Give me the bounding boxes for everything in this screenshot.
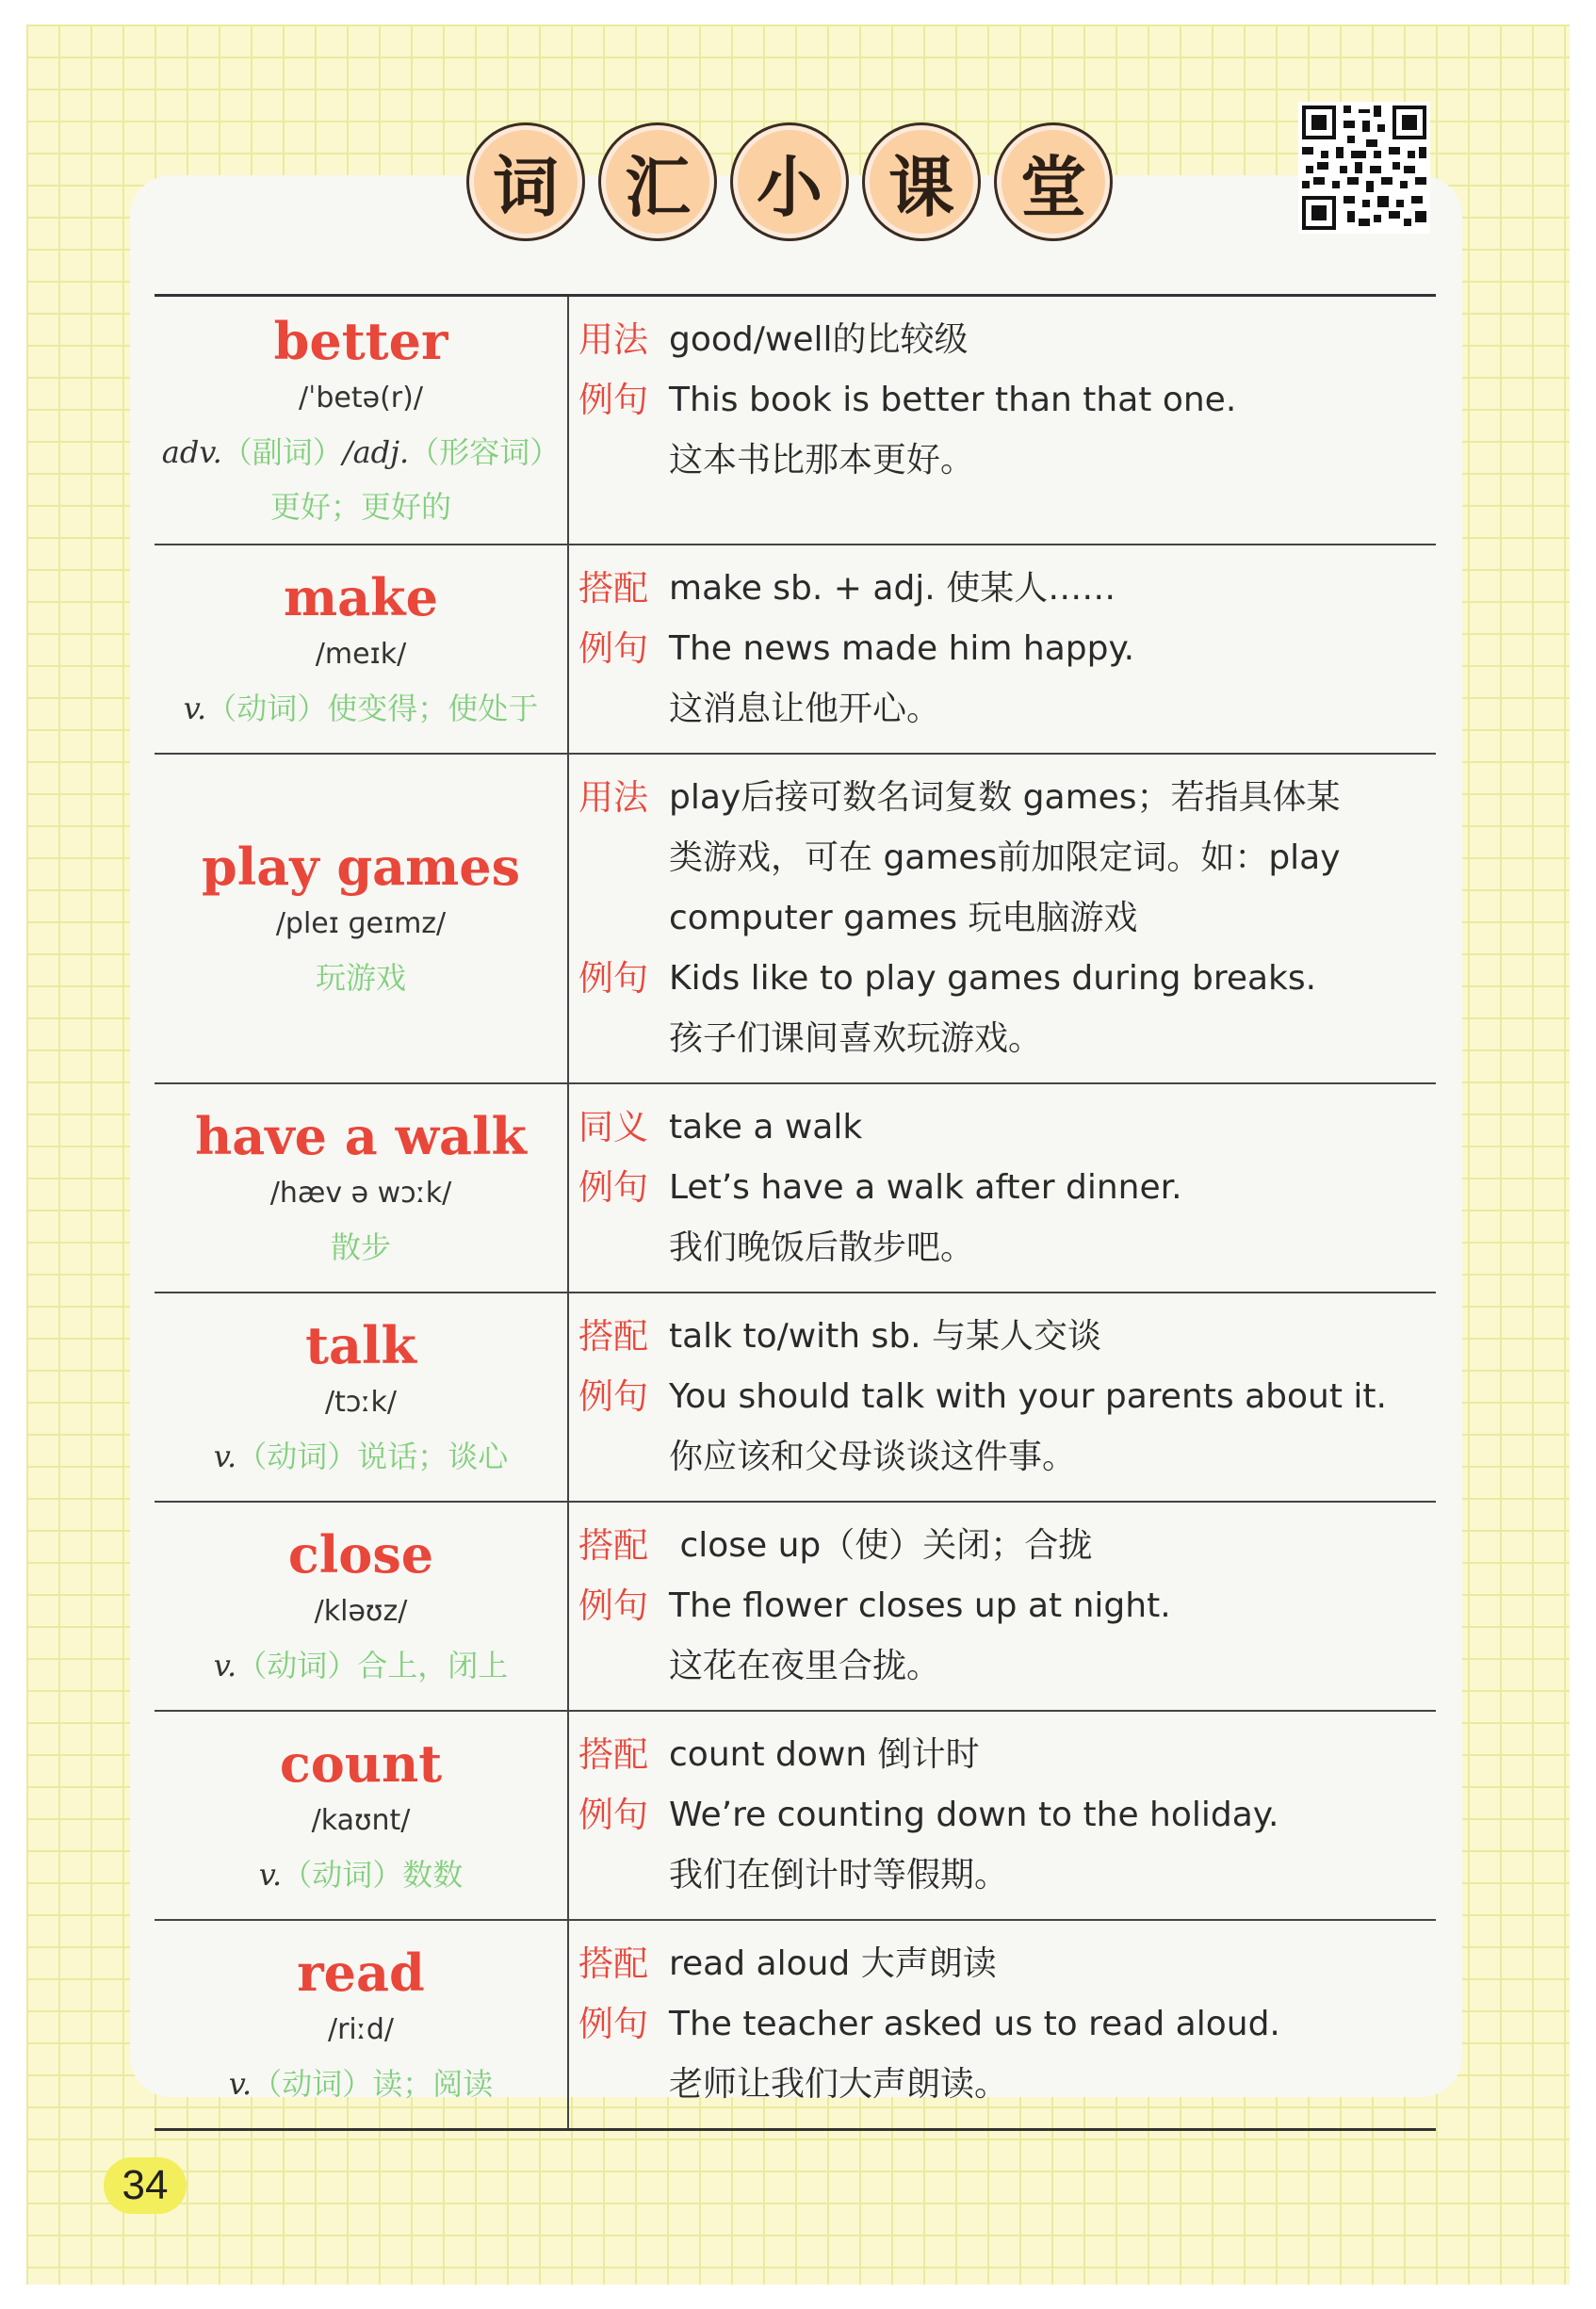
phonetic: /tɔːk/ [325,1386,397,1419]
definition-tag: 例句 [578,958,648,999]
title-char: 汇 [598,122,717,241]
phonetic: /ˈbetə(r)/ [299,382,423,415]
pos-gloss: （动词）使变得；使处于 [206,691,539,726]
definition-tag: 例句 [578,1167,648,1208]
definition-text: This book is better than that one. [669,381,1237,419]
definition-text: count down 倒计时 [669,1735,980,1774]
definition-line [578,1725,1436,1785]
definition-cell [569,1921,1436,2128]
definition-cell [569,1293,1436,1501]
definition-tag: 例句 [578,380,648,420]
headword: count [279,1733,443,1794]
part-of-speech [214,1638,508,1693]
definition-line [578,1516,1436,1576]
headword: talk [305,1315,416,1375]
meaning: 玩游戏 [315,960,406,996]
phonetic: /hæv ə wɔːk/ [269,1177,452,1210]
definition-line [578,619,1436,679]
part-of-speech [162,425,560,480]
definition-tag: 例句 [578,2004,648,2044]
definition-line [578,1934,1436,1994]
word-cell [155,1712,569,1919]
definition-tag: 例句 [578,1585,648,1626]
pos-abbrev: v. [213,1648,237,1683]
definition-text: The flower closes up at night. [669,1586,1171,1625]
definition-tag: 搭配 [578,1943,648,1984]
definition-tag: 搭配 [578,1734,648,1775]
definition-text: Let’s have a walk after dinner. [669,1168,1182,1207]
part-of-speech [214,1429,508,1484]
title-char: 堂 [994,122,1113,241]
definition-continuation: 这消息让他开心。 [669,690,941,728]
title-char: 词 [466,122,585,241]
phonetic: /meɪk/ [315,638,407,671]
definition-text: good/well的比较级 [669,320,969,359]
definition-line [578,370,1436,431]
definition-tag: 用法 [578,319,648,360]
word-cell [155,297,569,544]
headword: play games [201,837,521,897]
definition-text: The news made him happy. [669,629,1135,668]
pos-abbrev: v. [183,691,207,726]
pos-gloss: （形容词） [409,434,561,470]
phonetic: /kaʊnt/ [311,1804,411,1837]
definition-continuation: 我们晚饭后散步吧。 [669,1228,975,1267]
meaning: 更好；更好的 [269,489,451,525]
word-cell [155,755,569,1082]
definition-text: Kids like to play games during breaks. [669,959,1317,998]
word-cell [155,545,569,753]
definition-continuation: 这花在夜里合拢。 [669,1647,941,1685]
definition-tag: 例句 [578,628,648,669]
vocab-row [155,755,1436,1084]
definition-line [578,559,1436,619]
definition-text: take a walk [669,1108,863,1146]
definition-continuation: 类游戏，可在 games前加限定词。如：play [669,838,1341,877]
definition-text: We’re counting down to the holiday. [669,1796,1279,1834]
vocabulary-table [155,294,1436,2131]
definition-line [578,949,1436,1009]
part-of-speech [259,1847,463,1902]
definition-continuation: 老师让我们大声朗读。 [669,2065,1009,2104]
definition-text: The teacher asked us to read aloud. [669,2005,1280,2043]
definition-tag: 例句 [578,1376,648,1417]
definition-text: You should talk with your parents about it. [669,1377,1387,1416]
definition-tag: 搭配 [578,1316,648,1357]
definition-line [578,768,1436,828]
vocab-row [155,1084,1436,1293]
vocab-row [155,545,1436,755]
title-char: 小 [730,122,849,241]
definition-tag: 用法 [578,777,648,818]
definition-text: read aloud 大声朗读 [669,1944,997,1983]
phonetic: /kləʊz/ [314,1595,408,1628]
pos-gloss: （动词）数数 [282,1857,464,1893]
phonetic: /pleɪ ɡeɪmz/ [275,907,447,940]
definition-tag: 同义 [578,1107,648,1147]
word-cell [155,1503,569,1710]
pos-gloss: （动词）说话；谈心 [236,1439,509,1474]
headword: read [297,1943,425,2003]
word-cell [155,1293,569,1501]
vocab-row [155,1921,1436,2128]
definition-text: make sb. + adj. 使某人…… [669,569,1116,608]
definition-tag: 搭配 [578,1525,648,1566]
pos-abbrev: v. [213,1439,237,1474]
definition-cell [569,297,1436,544]
definition-continuation: 你应该和父母谈谈这件事。 [669,1438,1077,1476]
definition-continuation: computer games 玩电脑游戏 [669,899,1138,937]
definition-line [578,1307,1436,1367]
definition-line [578,1785,1436,1846]
page-number: 34 [104,2157,187,2214]
word-cell [155,1084,569,1292]
vocab-row [155,1712,1436,1921]
definition-continuation: 这本书比那本更好。 [669,441,975,480]
word-cell [155,1921,569,2128]
meaning: 散步 [330,1229,391,1265]
pos-gloss: （动词）合上，闭上 [236,1648,509,1683]
title-char: 课 [862,122,981,241]
qr-code-icon [1298,102,1430,234]
definition-line [578,1098,1436,1158]
page-title [466,122,1113,241]
definition-cell [569,1712,1436,1919]
pos-abbrev: v. [258,1857,283,1893]
definition-continuation: 孩子们课间喜欢玩游戏。 [669,1019,1043,1058]
pos-abbrev: adv. [161,434,222,470]
headword: better [273,311,448,371]
definition-cell [569,1084,1436,1292]
definition-line [578,1367,1436,1427]
definition-tag: 搭配 [578,568,648,609]
definition-line [578,1576,1436,1636]
part-of-speech [229,2057,493,2111]
vocab-row [155,297,1436,545]
definition-cell [569,545,1436,753]
headword: close [287,1524,434,1585]
definition-text: close up（使）关闭；合拢 [669,1526,1093,1565]
headword: have a walk [195,1106,527,1166]
part-of-speech [184,681,538,736]
definition-line [578,1158,1436,1218]
definition-cell [569,755,1436,1082]
definition-tag: 例句 [578,1795,648,1835]
pos-abbrev: v. [228,2066,252,2102]
pos-gloss: （动词）读；阅读 [252,2066,494,2102]
definition-continuation: 我们在倒计时等假期。 [669,1856,1009,1894]
vocab-row [155,1293,1436,1503]
definition-line [578,310,1436,370]
headword: make [284,567,438,627]
definition-text: play后接可数名词复数 games；若指具体某 [669,778,1341,817]
phonetic: /riːd/ [327,2013,395,2046]
definition-cell [569,1503,1436,1710]
definition-line [578,1994,1436,2055]
pos-gloss: （副词） [221,434,343,470]
definition-text: talk to/with sb. 与某人交谈 [669,1317,1102,1356]
vocab-row [155,1503,1436,1712]
pos-abbrev: /adj. [342,434,410,470]
